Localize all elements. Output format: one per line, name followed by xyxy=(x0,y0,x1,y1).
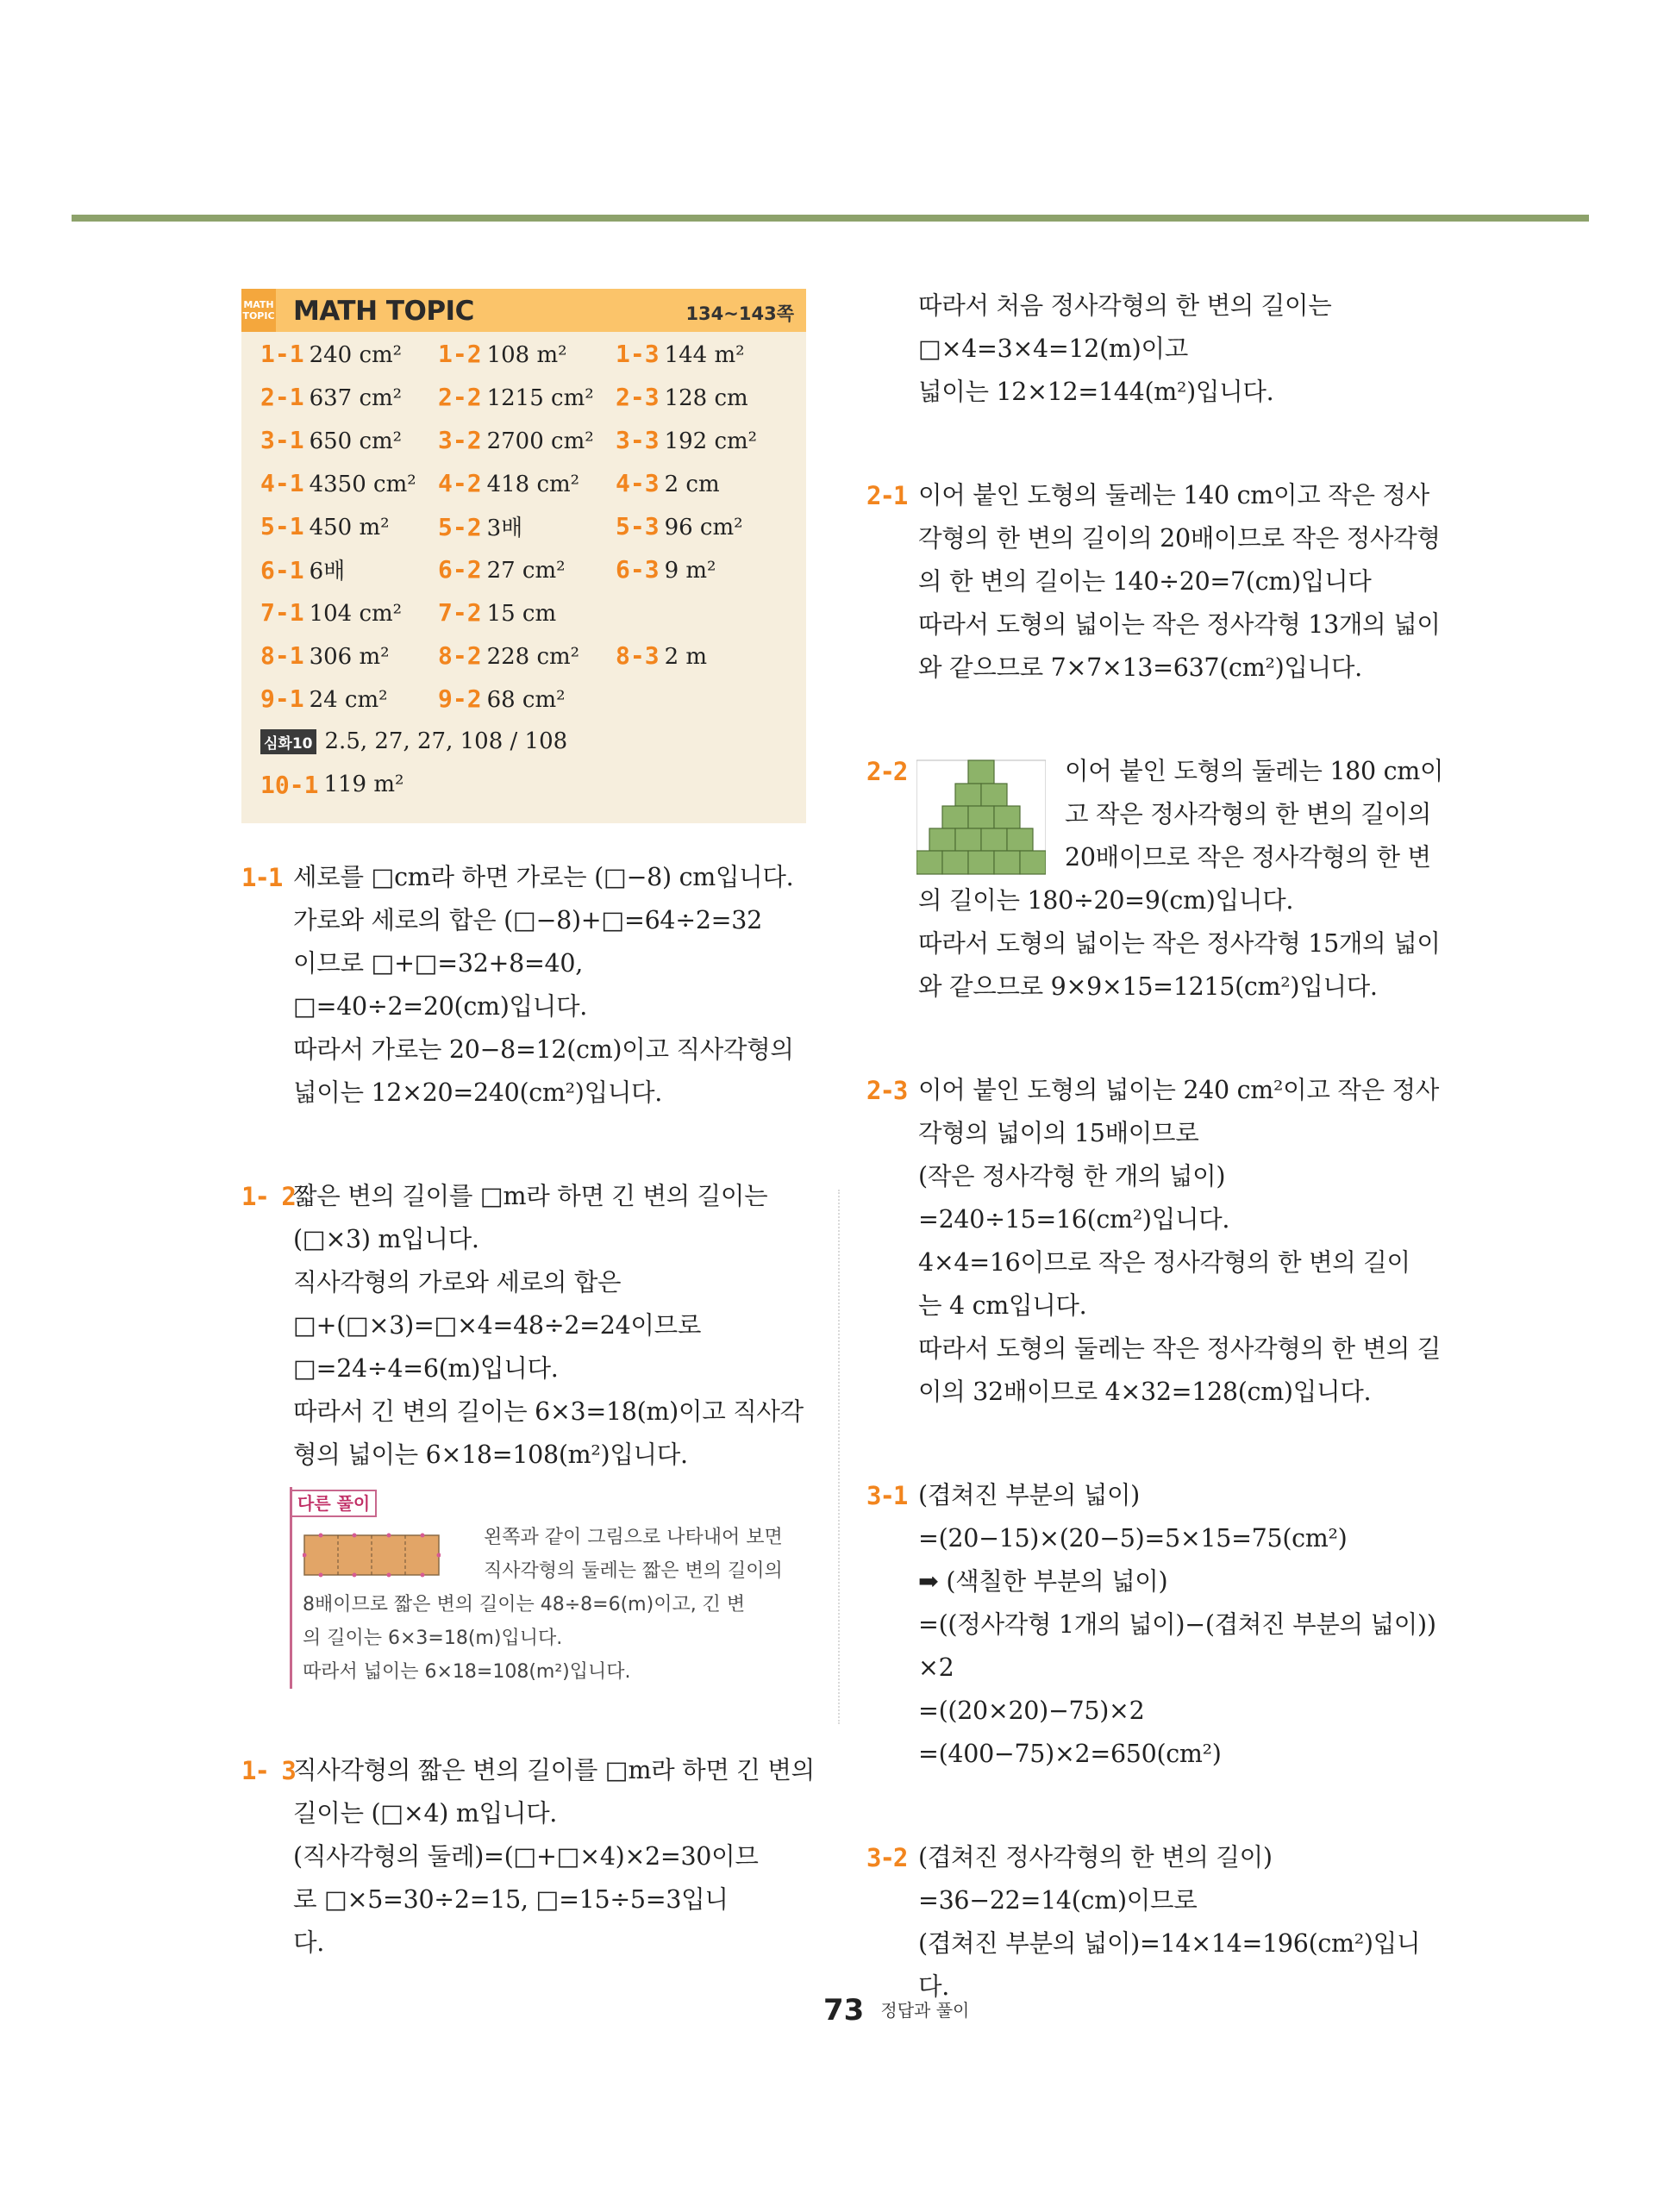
solution-line: 따라서 도형의 넓이는 작은 정사각형 13개의 넓이 xyxy=(918,610,1441,639)
solution-line: 세로를 □cm라 하면 가로는 (□−8) cm입니다. xyxy=(293,863,794,891)
answer-number: 2-2 xyxy=(438,382,482,411)
answer-number: 8-2 xyxy=(438,640,482,670)
left-column xyxy=(241,289,815,1965)
answer-row xyxy=(241,418,806,461)
answer-value: 192 cm² xyxy=(664,428,758,454)
top-rule xyxy=(72,215,1589,222)
answer-number: 8-1 xyxy=(260,640,304,670)
answer-cell xyxy=(616,641,793,670)
solution-label: 1- 2 xyxy=(241,1182,295,1211)
solution-2-1 xyxy=(866,474,1444,690)
other-line: 따라서 넓이는 6×18=108(m²)입니다. xyxy=(303,1661,631,1683)
solution-line: =(20−15)×(20−5)=5×15=75(cm²) xyxy=(918,1524,1348,1553)
answer-cell xyxy=(438,555,616,584)
answer-cell xyxy=(616,469,793,497)
answer-row xyxy=(241,634,806,677)
answer-value: 9 m² xyxy=(664,557,716,584)
solution-2-3 xyxy=(866,1069,1444,1414)
solution-label: 2-1 xyxy=(866,481,907,510)
answer-value: 418 cm² xyxy=(486,471,580,497)
answer-row xyxy=(241,375,806,418)
answer-cell xyxy=(616,340,793,368)
solution-line: (겹쳐진 부분의 넓이)=14×14=196(cm²)입니 xyxy=(918,1929,1421,1958)
answer-number: 2-1 xyxy=(260,382,304,411)
answer-row xyxy=(241,461,806,504)
answer-cell xyxy=(260,469,438,497)
answer-cell xyxy=(260,553,438,585)
answer-number: 3-2 xyxy=(438,425,482,454)
math-topic-pages: 134~143쪽 xyxy=(685,303,794,324)
answer-value: 240 cm² xyxy=(309,341,403,368)
solution-line: =((정사각형 1개의 넓이)−(겹쳐진 부분의 넓이)) xyxy=(918,1610,1436,1639)
solution-line: 넓이는 12×20=240(cm²)입니다. xyxy=(293,1078,663,1107)
answer-value: 15 cm xyxy=(486,600,557,627)
answer-value: 144 m² xyxy=(664,341,745,368)
solution-line: 따라서 도형의 둘레는 작은 정사각형의 한 변의 길 xyxy=(918,1334,1441,1363)
deep-answer: 2.5, 27, 27, 108 / 108 xyxy=(324,728,568,754)
solution-line: 다. xyxy=(293,1928,324,1957)
answer-number: 6-2 xyxy=(438,554,482,584)
answer-cell xyxy=(438,340,616,368)
solution-line: 이어 붙인 도형의 둘레는 140 cm이고 작은 정사 xyxy=(918,481,1429,509)
solution-line: (겹쳐진 정사각형의 한 변의 길이) xyxy=(918,1843,1273,1871)
answer-number: 3-3 xyxy=(616,425,660,454)
footer-text: 정답과 풀이 xyxy=(880,2000,970,2021)
answer-value: 68 cm² xyxy=(486,686,566,713)
solution-line: 따라서 처음 정사각형의 한 변의 길이는 xyxy=(918,291,1332,320)
answer-number: 5-3 xyxy=(616,511,660,541)
answer-number: 5-1 xyxy=(260,511,304,541)
solution-line: (겹쳐진 부분의 넓이) xyxy=(918,1481,1141,1509)
answer-grid xyxy=(241,332,806,720)
solution-1-3-continued xyxy=(866,284,1444,414)
solution-line: 직사각형의 가로와 세로의 합은 xyxy=(293,1268,622,1297)
answer-value: 2 cm xyxy=(664,471,720,497)
solution-line: 직사각형의 짧은 변의 길이를 □m라 하면 긴 변의 xyxy=(293,1756,815,1784)
answer-number: 8-3 xyxy=(616,640,660,670)
answer-number: 4-2 xyxy=(438,468,482,497)
solution-line: 따라서 가로는 20−8=12(cm)이고 직사각형의 xyxy=(293,1035,794,1064)
answer-cell xyxy=(438,469,616,497)
math-topic-title: MATH TOPIC xyxy=(293,296,474,327)
answer-value: 450 m² xyxy=(309,514,390,541)
answer-value: 3배 xyxy=(486,515,523,541)
answer-row xyxy=(241,332,806,375)
answer-number: 10-1 xyxy=(260,770,319,799)
solution-line: (□×3) m입니다. xyxy=(293,1225,479,1253)
other-line: 직사각형의 둘레는 짧은 변의 길이의 xyxy=(484,1560,783,1582)
answer-value: 96 cm² xyxy=(664,514,743,541)
solution-line: =(400−75)×2=650(cm²) xyxy=(918,1740,1222,1768)
solution-line: 20배이므로 작은 정사각형의 한 변 xyxy=(1065,843,1431,872)
other-solution-badge: 다른 풀이 xyxy=(292,1490,377,1517)
answer-number: 7-1 xyxy=(260,597,304,627)
solution-line: 넓이는 12×12=144(m²)입니다. xyxy=(918,378,1274,406)
answer-cell xyxy=(260,641,438,670)
answer-value: 104 cm² xyxy=(309,600,403,627)
solution-line: 다. xyxy=(918,1972,949,2001)
solution-line: 고 작은 정사각형의 한 변의 길이의 xyxy=(1065,800,1432,828)
staircase-diagram xyxy=(916,757,1046,878)
solution-line: □=24÷4=6(m)입니다. xyxy=(293,1354,559,1383)
answer-value: 2 m xyxy=(664,643,708,670)
answer-row xyxy=(241,504,806,547)
answer-value: 637 cm² xyxy=(309,384,403,411)
math-topic-side-tab: MATH TOPIC xyxy=(241,289,276,332)
solution-line: 의 한 변의 길이는 140÷20=7(cm)입니다 xyxy=(918,567,1372,596)
answer-cell xyxy=(616,555,793,584)
solution-line: (작은 정사각형 한 개의 넓이) xyxy=(918,1162,1226,1190)
solution-line: (직사각형의 둘레)=(□+□×4)×2=30이므 xyxy=(293,1842,759,1871)
answer-row-10 xyxy=(241,763,806,806)
answer-value: 228 cm² xyxy=(486,643,580,670)
solution-line: □+(□×3)=□×4=48÷2=24이므로 xyxy=(293,1311,702,1340)
solution-3-1 xyxy=(866,1474,1444,1776)
answer-cell xyxy=(260,598,438,627)
solution-line: 와 같으므로 7×7×13=637(cm²)입니다. xyxy=(918,653,1362,682)
answer-row-deep xyxy=(241,720,806,763)
solution-line: =240÷15=16(cm²)입니다. xyxy=(918,1205,1230,1234)
answer-value: 650 cm² xyxy=(309,428,403,454)
solution-line: 의 길이는 180÷20=9(cm)입니다. xyxy=(918,886,1294,915)
answer-cell xyxy=(616,383,793,411)
solution-line: □×4=3×4=12(m)이고 xyxy=(918,334,1188,363)
answer-number: 1-1 xyxy=(260,339,304,368)
page-footer xyxy=(823,1993,969,2028)
solution-line: 가로와 세로의 합은 (□−8)+□=64÷2=32 xyxy=(293,906,762,934)
answer-value: 6배 xyxy=(309,558,346,584)
answer-value: 24 cm² xyxy=(309,686,388,713)
solution-line: 따라서 도형의 넓이는 작은 정사각형 15개의 넓이 xyxy=(918,929,1441,958)
solution-line: 형의 넓이는 6×18=108(m²)입니다. xyxy=(293,1440,688,1469)
solution-1-2 xyxy=(241,1175,810,1477)
answer-row xyxy=(241,590,806,634)
answer-value: 4350 cm² xyxy=(309,471,416,497)
solution-line: 각형의 넓이의 15배이므로 xyxy=(918,1119,1199,1147)
answer-number: 9-1 xyxy=(260,684,304,713)
answer-cell xyxy=(438,383,616,411)
solution-line: ➡ (색칠한 부분의 넓이) xyxy=(918,1567,1168,1596)
solution-label: 2-3 xyxy=(866,1076,907,1105)
answer-cell xyxy=(616,512,793,541)
solution-1-3 xyxy=(241,1749,815,1965)
answer-number: 6-1 xyxy=(260,555,304,584)
solution-label: 2-2 xyxy=(866,757,907,786)
math-topic-header xyxy=(241,289,806,332)
answer-value: 306 m² xyxy=(309,643,390,670)
answer-value: 108 m² xyxy=(486,341,567,368)
solution-line: 와 같으므로 9×9×15=1215(cm²)입니다. xyxy=(918,972,1378,1001)
answer-row xyxy=(241,677,806,720)
solution-line: 로 □×5=30÷2=15, □=15÷5=3입니 xyxy=(293,1885,729,1914)
solution-label: 1-1 xyxy=(241,863,282,892)
solution-line: 이어 붙인 도형의 넓이는 240 cm²이고 작은 정사 xyxy=(918,1076,1440,1104)
answer-cell xyxy=(438,510,616,542)
solution-line: 4×4=16이므로 작은 정사각형의 한 변의 길이 xyxy=(918,1248,1410,1277)
rectangle-diagram xyxy=(303,1532,441,1578)
solution-3-2 xyxy=(866,1836,1444,2009)
math-topic-box xyxy=(241,289,806,823)
answer-number: 1-2 xyxy=(438,339,482,368)
answer-value: 128 cm xyxy=(664,384,748,411)
solution-line: □=40÷2=20(cm)입니다. xyxy=(293,992,588,1021)
answer-cell xyxy=(438,641,616,670)
solution-line: 이므로 □+□=32+8=40, xyxy=(293,949,583,978)
answer-cell xyxy=(260,684,438,713)
solution-line: 이의 32배이므로 4×32=128(cm)입니다. xyxy=(918,1378,1372,1406)
page-number: 73 xyxy=(823,1993,865,2028)
solution-line: 각형의 한 변의 길이의 20배이므로 작은 정사각형 xyxy=(918,524,1441,553)
solution-line: 짧은 변의 길이를 □m라 하면 긴 변의 길이는 xyxy=(293,1182,768,1210)
solution-label: 3-1 xyxy=(866,1481,907,1510)
solution-line: 따라서 긴 변의 길이는 6×3=18(m)이고 직사각 xyxy=(293,1397,804,1426)
other-line: 왼쪽과 같이 그림으로 나타내어 보면 xyxy=(484,1527,783,1548)
answer-number: 3-1 xyxy=(260,425,304,454)
solution-line: ×2 xyxy=(918,1653,954,1682)
other-line: 의 길이는 6×3=18(m)입니다. xyxy=(303,1628,563,1649)
answer-number: 6-3 xyxy=(616,554,660,584)
column-divider xyxy=(838,1190,840,1724)
other-solution-box xyxy=(290,1487,810,1689)
answer-cell xyxy=(260,426,438,454)
solution-line: 길이는 (□×4) m입니다. xyxy=(293,1799,558,1828)
solution-line: 이어 붙인 도형의 둘레는 180 cm이 xyxy=(1065,757,1444,785)
answer-cell xyxy=(438,598,616,627)
other-line: 8배이므로 짧은 변의 길이는 48÷8=6(m)이고, 긴 변 xyxy=(303,1594,746,1615)
solution-line: 는 4 cm입니다. xyxy=(918,1291,1087,1320)
solution-label: 1- 3 xyxy=(241,1756,295,1785)
answer-number: 7-2 xyxy=(438,597,482,627)
answer-value: 2700 cm² xyxy=(486,428,594,454)
answer-number: 2-3 xyxy=(616,382,660,411)
solution-line: =36−22=14(cm)이므로 xyxy=(918,1886,1198,1915)
answer-value: 1215 cm² xyxy=(486,384,594,411)
deep-badge: 심화10 xyxy=(260,729,316,754)
answer-value: 119 m² xyxy=(323,772,404,797)
answer-number: 4-3 xyxy=(616,468,660,497)
answer-value: 27 cm² xyxy=(486,557,566,584)
answer-cell xyxy=(260,383,438,411)
answer-cell xyxy=(438,684,616,713)
answer-number: 1-3 xyxy=(616,339,660,368)
answer-number: 4-1 xyxy=(260,468,304,497)
solution-line: =((20×20)−75)×2 xyxy=(918,1696,1145,1725)
answer-cell xyxy=(260,340,438,368)
answer-cell xyxy=(260,512,438,541)
solution-2-2 xyxy=(866,750,1444,1009)
solution-1-1 xyxy=(241,856,810,1115)
answer-cell xyxy=(616,426,793,454)
answer-row xyxy=(241,547,806,590)
answer-cell xyxy=(438,426,616,454)
solution-label: 3-2 xyxy=(866,1843,907,1872)
answer-number: 5-2 xyxy=(438,512,482,541)
answer-number: 9-2 xyxy=(438,684,482,713)
right-column xyxy=(866,284,1444,2009)
